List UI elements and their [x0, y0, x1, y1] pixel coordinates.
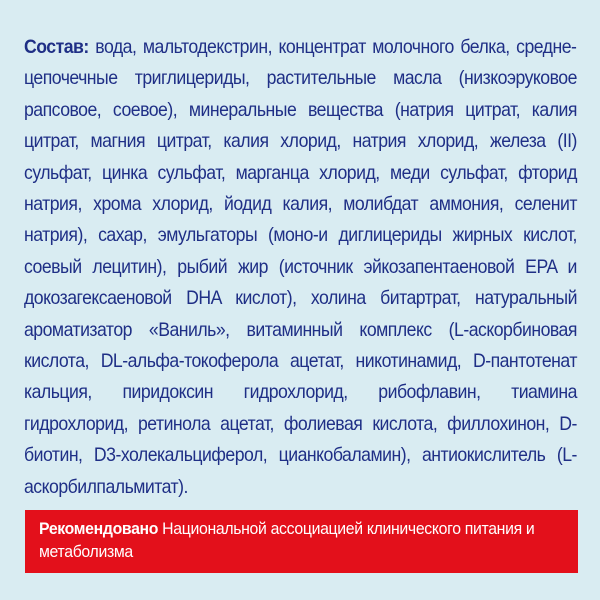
- composition-text: вода, мальтодекстрин, концентрат молочного белка, среднецепочечные триглицериды, растительные масла (низкоэруковое рапсовое, соевое), минеральные вещества (натрия цитрат, калия цитрат, магния цитрат, калия хлорид, натрия хлорид, железа (II) сульфат, цинка сульфат, марганца хлорид, меди сульфат, фторид натрия, хрома хлорид, йодид калия, молибдат аммония, селенит натрия), сахар, эмульгаторы (моно-и диглицериды жирных кислот, соевый лецитин), рыбий жир (источник эйкозапентаеновой EPA и докозагексаеновой DHA кислот), холина битартрат, натуральный ароматизатор «Ваниль», витаминный комплекс (L-аскорбиновая кислота, DL-альфа-токоферола ацетат, никотинамид, D-пантотенат кальция, пиридоксин гидрохлорид, рибофлавин, тиамина гидрохлорид, ретинола ацетат, фолиевая кислота, филлохинон, D-биотин, D3-холекальциферол, цианкобаламин), антиокислитель (L-аскорбилпальмитат).: [24, 37, 577, 498]
- recommendation-banner: [25, 510, 578, 573]
- composition-paragraph: [24, 32, 577, 503]
- recommendation-label: Рекомендовано: [39, 519, 159, 538]
- composition-label: Состав:: [24, 37, 89, 58]
- recommendation-text: Национальной ассоциацией клинического питания и метаболизма: [39, 519, 535, 561]
- recommendation-banner-content: [39, 517, 564, 563]
